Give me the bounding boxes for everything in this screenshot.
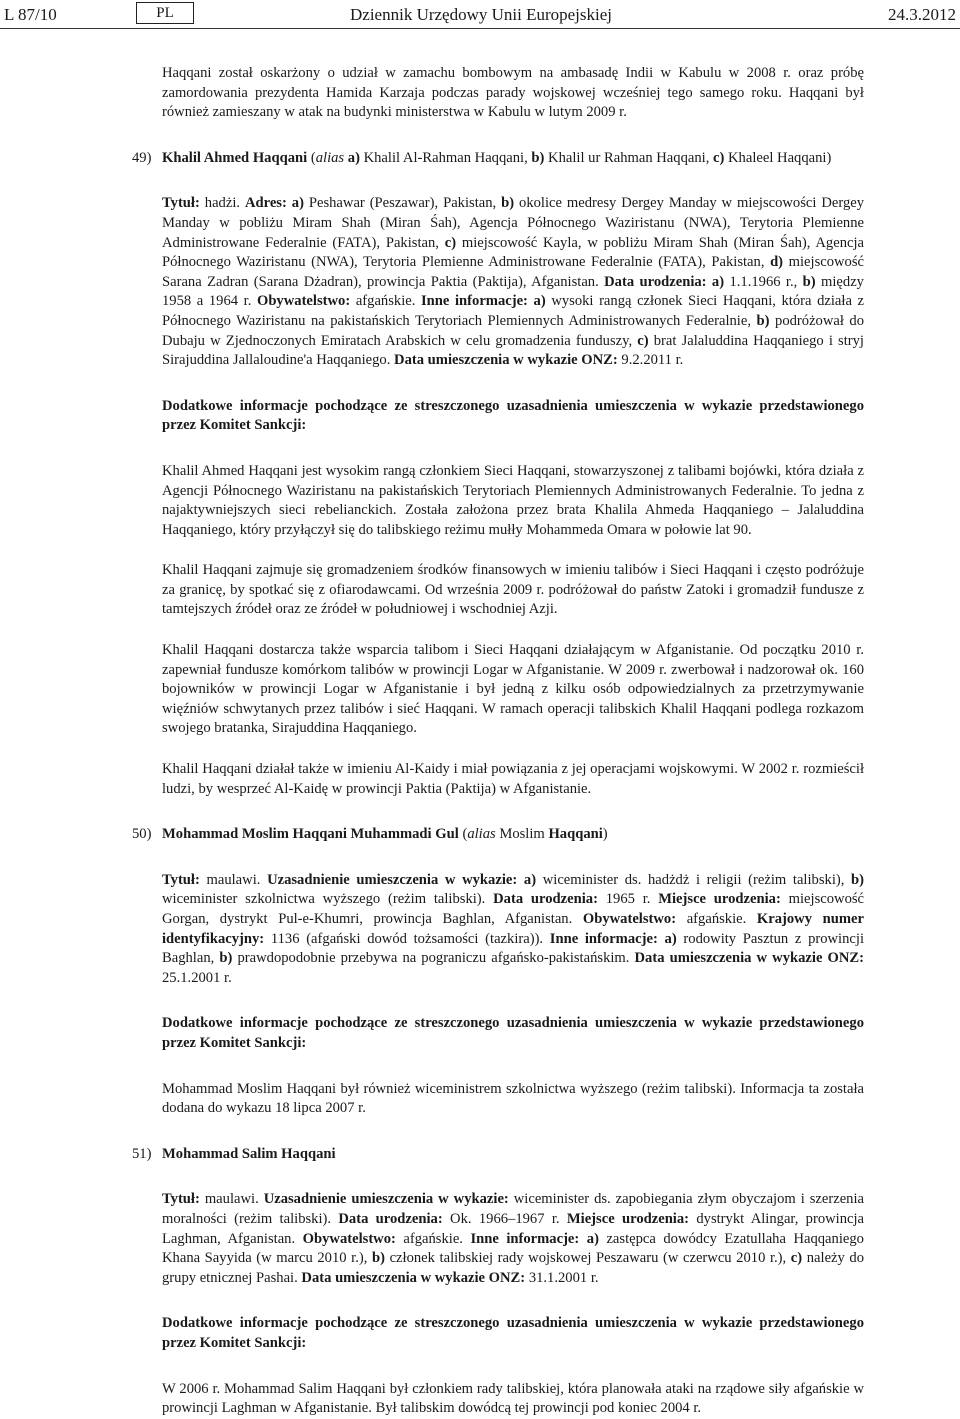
field-value: afgańskie. — [403, 1230, 463, 1247]
field-label: Tytuł: — [162, 871, 200, 888]
alias-c-label: c) — [713, 149, 725, 166]
field-label: Data urodzenia: — [493, 891, 598, 908]
header-rule — [0, 28, 960, 29]
field-label: Uzasadnienie umieszczenia w wykazie: — [263, 1191, 509, 1208]
additional-paragraph: Khalil Ahmed Haqqani jest wysokim rangą członkiem Sieci Haqqani, stowarzyszonej z talibami bojówki, która działa z Agencji Północnego Waziristanu na pakistańskich Terytoriach Plemiennych Administrowanych Federalnie. To jedna z najaktywniejszych sieci rebelianckich. Została założona przez brata Khalila Ahmeda Haqqaniego – Jalaluddina Haqqaniego, który przyłączył się do talibskiego reżimu mułły Mohammeda Omara w połowie lat 90. — [162, 462, 864, 538]
field-value: 31.1.2001 r. — [528, 1269, 599, 1286]
entry-50-header — [132, 825, 882, 845]
field-value: 1965 r. — [605, 891, 651, 908]
field-value: brat Jalaluddina Haqqaniego i stryj Sirajuddina Jallaloudine'a Haqqaniego. — [162, 332, 864, 369]
field-label: Data umieszczenia w wykazie ONZ: — [394, 352, 618, 369]
additional-info-heading: Dodatkowe informacje pochodzące ze streszczonego uzasadnienia umieszczenia w wykazie przedstawionego przez Komitet Sankcji: — [162, 397, 864, 434]
field-value: miejscowość Sarana Zadran (Sarana Dżadran), prowincja Paktia (Paktija), Afganistan. — [162, 254, 865, 290]
field-label: Krajowy numer identyfikacyjny: — [162, 911, 864, 947]
field-label: Inne informacje: — [470, 1230, 580, 1247]
field-value: afgańskie. — [355, 293, 416, 310]
additional-paragraph: Mohammad Moslim Haqqani był również wiceministrem szkolnictwa wyższego (reżim talibski). Informacja ta została dodana do wykazu 18 lipca 2007 r. — [162, 1080, 864, 1117]
field-label: Inne informacje: — [549, 930, 658, 947]
field-value: dystrykt Alingar, prowincja Laghman, Afganistan. — [162, 1210, 865, 1247]
list-marker: a) — [533, 293, 546, 310]
additional-info-heading: Dodatkowe informacje pochodzące ze streszczonego uzasadnienia umieszczenia w wykazie przedstawionego przez Komitet Sankcji: — [162, 1315, 864, 1351]
entry-49-header — [132, 149, 882, 169]
field-label: Data umieszczenia w wykazie ONZ: — [301, 1269, 526, 1286]
field-value: afgańskie. — [686, 911, 747, 927]
field-label: Data umieszczenia w wykazie ONZ: — [634, 950, 864, 967]
entry-name: Mohammad Moslim Haqqani Muhammadi Gul — [162, 826, 459, 843]
field-value: Ok. 1966–1967 r. — [450, 1210, 560, 1227]
field-label: Tytuł: — [162, 1191, 200, 1208]
field-label: Data urodzenia: — [338, 1210, 443, 1227]
field-value: rodowity Pasztun z prowincji Baghlan, — [162, 930, 864, 967]
list-marker: a) — [711, 273, 725, 290]
list-marker: b) — [851, 871, 865, 888]
field-label: Miejsce urodzenia: — [658, 891, 781, 908]
list-marker: a) — [586, 1230, 599, 1247]
entry-51-header — [132, 1145, 882, 1165]
field-label: Obywatelstwo: — [582, 911, 677, 927]
field-label: Inne informacje: — [421, 293, 528, 310]
field-label: Data urodzenia: — [604, 273, 707, 290]
field-value: członek talibskiej rady wojskowej Peszawaru (w czerwcu 2010 r.), — [389, 1250, 787, 1267]
list-marker: b) — [219, 950, 233, 967]
field-value: prawdopodobnie przebywa na pograniczu afgańsko-pakistańskim. — [237, 950, 630, 967]
alias-b-label: b) — [531, 149, 545, 166]
alias-text-bold: Haqqani — [548, 826, 603, 843]
alias-c-text: Khaleel Haqqani) — [728, 149, 832, 166]
list-marker: d) — [770, 254, 784, 271]
field-label: Uzasadnienie umieszczenia w wykazie: — [267, 871, 518, 888]
list-marker: a) — [664, 930, 677, 947]
list-marker: b) — [371, 1250, 385, 1267]
field-value: należy do grupy etnicznej Pashai. — [162, 1250, 865, 1286]
field-value: 25.1.2001 r. — [162, 969, 232, 986]
alias-label: alias — [315, 149, 345, 166]
field-value: hadżi. — [204, 195, 241, 212]
field-value: maulawi. — [206, 871, 261, 888]
field-label: Adres: — [244, 195, 287, 212]
field-value: wysoki rangą członek Sieci Haqqani, która działa z Północnego Waziristanu na pakistańskich Terytoriach Plemiennych Administrowanych Federalnie, — [162, 293, 865, 329]
field-value: 1136 (afgański dowód tożsamości (tazkira)). — [270, 930, 544, 947]
alias-text: Moslim — [499, 826, 545, 843]
field-value: miejscowość Gorgan, dystrykt Pul-e-Khumri, prowincja Baghlan, Afganistan. — [162, 891, 865, 927]
publication-date: 24.3.2012 — [888, 5, 956, 24]
field-value: wiceminister ds. zapobiegania złym obyczajom i szerzenia moralności (reżim talibski). — [162, 1191, 865, 1227]
additional-paragraph: Khalil Haqqani zajmuje się gromadzeniem środków finansowych w imieniu talibów i Sieci Haqqani i często podróżuje za granicę, by spotkać się z ofiarodawcami. Od września 2009 r. podróżował do państw Zatoki i gromadził fundusze z tamtejszych źródeł oraz ze źródeł w południowej i wschodniej Azji. — [162, 562, 864, 618]
alias-a-label: a) — [347, 149, 360, 166]
field-value: Peshawar (Peszawar), Pakistan, — [308, 195, 497, 212]
field-value: 1.1.1966 r., — [729, 273, 798, 290]
entry-number: 51) — [132, 1145, 152, 1162]
list-marker: b) — [501, 195, 515, 212]
alias-b-text: Khalil ur Rahman Haqqani, — [548, 149, 710, 166]
field-value: podróżował do Dubaju w Zjednoczonych Emiratach Arabskich w celu gromadzenia funduszy, — [162, 312, 865, 349]
alias-close: ) — [602, 826, 608, 843]
additional-paragraph: Khalil Haqqani dostarcza także wsparcia talibom i Sieci Haqqani działającym w Afganistanie. Od początku 2010 r. zapewniał fundusze komórkom talibów w prowincji Logar w Afganistanie. W 2009 r. zwerbował i nadzorował ok. 160 bojowników w prowincji Logar w Afganistanie i był jedną z kilku osób odpowiedzialnych za przetrzymywanie więźniów schwytanych przez talibów i sieć Haqqani. W ramach operacji talibskich Khalil Haqqani podlega rozkazom swojego bratanka, Sirajuddina Haqqaniego. — [162, 642, 864, 737]
field-label: Obywatelstwo: — [302, 1230, 396, 1247]
list-marker: c) — [637, 332, 649, 349]
document-body — [0, 64, 960, 1419]
field-value: wiceminister szkolnictwa wyższego (reżim talibski). — [162, 891, 486, 908]
intro-paragraph: Haqqani został oskarżony o udział w zamachu bombowym na ambasadę Indii w Kabulu w 2008 r. oraz próbę zamordowania prezydenta Hamida Karzaja podczas parady wojskowej wcześniej tego samego roku. Haqqani był również zamieszany w atak na budynki ministerstwa w Kabulu w lutym 2009 r. — [162, 65, 864, 121]
field-value: miejscowość Kayla, w pobliżu Miram Shah (Miran Śah), Agencja Północnego Waziristanu (NWA), Terytoria Plemienne Administrowane Federalnie (FATA), Pakistan, — [162, 234, 864, 271]
alias-open: ( — [462, 826, 468, 843]
additional-paragraph: W 2006 r. Mohammad Salim Haqqani był członkiem rady talibskiej, która planowała ataki na rządowe siły afgańskie w prowincji Laghman w Afganistanie. Był talibskim dowódcą tej prowincji pod koniec 2004 r. — [162, 1380, 864, 1417]
list-marker: b) — [802, 273, 816, 290]
page-reference: L 87/10 — [4, 5, 57, 24]
entry-50-details — [162, 871, 864, 989]
entry-name: Khalil Ahmed Haqqani — [162, 149, 308, 166]
field-value: 9.2.2011 r. — [621, 352, 684, 369]
page-header — [0, 2, 960, 28]
field-value: zastępca dowódcy Ezatullaha Haqqaniego Khana Sayyida (w marcu 2010 r.), — [162, 1230, 864, 1267]
list-marker: a) — [523, 871, 537, 888]
alias-a-text: Khalil Al-Rahman Haqqani, — [363, 149, 528, 166]
journal-title: Dziennik Urzędowy Unii Europejskiej — [350, 5, 613, 24]
entry-name: Mohammad Salim Haqqani — [162, 1145, 336, 1162]
list-marker: c) — [444, 234, 457, 251]
alias-label: alias — [467, 826, 496, 843]
field-value: wiceminister ds. hadżdż i religii (reżim talibski), — [542, 871, 845, 888]
entry-49-details — [162, 194, 864, 370]
language-badge: PL — [136, 2, 194, 24]
entry-51-details — [162, 1190, 864, 1288]
alias-open: ( — [310, 149, 316, 166]
field-label: Miejsce urodzenia: — [566, 1210, 690, 1227]
field-label: Obywatelstwo: — [256, 293, 351, 310]
additional-paragraph: Khalil Haqqani działał także w imieniu Al-Kaidy i miał powiązania z jej operacjami wojskowymi. W 2002 r. rozmieścił ludzi, by wesprzeć Al-Kaidę w prowincji Paktia (Paktija) w Afganistanie. — [162, 761, 864, 797]
list-marker: c) — [790, 1250, 803, 1267]
field-value: maulawi. — [204, 1191, 259, 1208]
field-label: Tytuł: — [162, 195, 200, 212]
additional-info-heading: Dodatkowe informacje pochodzące ze streszczonego uzasadnienia umieszczenia w wykazie przedstawionego przez Komitet Sankcji: — [162, 1015, 864, 1051]
list-marker: b) — [756, 312, 770, 329]
entry-number: 50) — [132, 826, 152, 843]
entry-number: 49) — [132, 149, 152, 166]
field-value: okolice medresy Dergey Manday w miejscowości Dergey Manday w pobliżu Miram Shah (Miran Śah), Agencja Północnego Waziristanu (NWA), Terytoria Plemienne Administrowane Federalnie (FATA), Pakistan, — [162, 195, 865, 251]
field-value: między 1958 a 1964 r. — [162, 273, 864, 310]
list-marker: a) — [291, 195, 304, 212]
